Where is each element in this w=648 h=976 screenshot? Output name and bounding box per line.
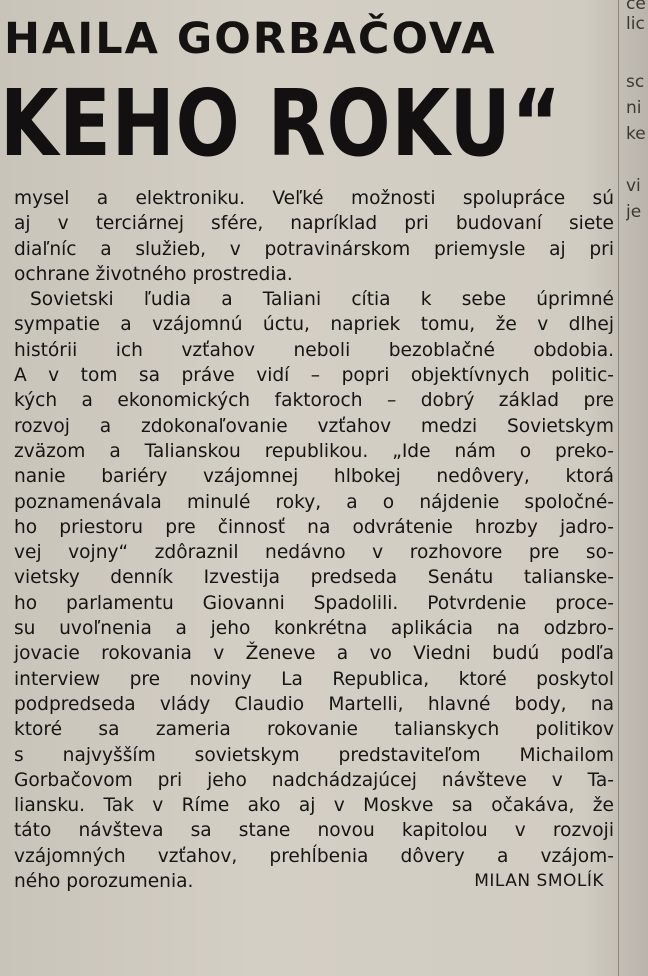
article-line: táto návšteva sa stane novou kapitolou v rozvoji	[14, 820, 614, 842]
article-line: ktoré sa zameria rokovanie talianskych politikov	[14, 719, 614, 741]
article-line: vietsky denník Izvestija predseda Senátu talianske-	[14, 567, 614, 589]
fragment-text: lic	[626, 14, 645, 34]
article-line: Gorbačovom pri jeho nadchádzajúcej návšteve v Ta-	[14, 769, 614, 791]
article-line: rozvoj a zdokonaľovanie vzťahov medzi Sovietskym	[14, 415, 614, 437]
author-signature: MILAN SMOLÍK	[474, 871, 604, 892]
article-line: vzájomných vzťahov, prehĺbenia dôvery a vzájom-	[14, 845, 614, 867]
article-line: su uvoľnenia a jeho konkrétna aplikácia na odzbro-	[14, 618, 614, 640]
fragment-text: sc	[626, 72, 645, 92]
headline-top-line: HAILA GORBAČOVA	[4, 14, 497, 64]
article-line: liansku. Tak v Ríme ako aj v Moskve sa očakáva, že	[14, 795, 614, 817]
article-line: nanie bariéry vzájomnej hlbokej nedôvery, ktorá	[14, 466, 614, 488]
article-closing-row	[14, 869, 614, 894]
article-line: ho parlamentu Giovanni Spadolili. Potvrdenie proce-	[14, 592, 614, 614]
article-line: interview pre noviny La Republica, ktoré poskytol	[14, 668, 614, 690]
article-line: histórii ich vzťahov neboli bezoblačné obdobia.	[14, 339, 614, 361]
article-line: jovacie rokovania v Ženeve a vo Viedni budú podľa	[14, 643, 614, 665]
article-line: sympatie a vzájomnú úctu, napriek tomu, že v dlhej	[14, 314, 614, 336]
article-line: diaľníc a služieb, v potravinárskom priemysle aj pri	[14, 238, 614, 260]
article-line: aj v terciárnej sfére, napríklad pri budovaní siete	[14, 213, 614, 235]
article-line: Sovietski ľudia a Taliani cítia k sebe úprimné	[30, 289, 614, 311]
column-divider	[618, 0, 619, 976]
article-line: zväzom a Talianskou republikou. „Ide nám o preko-	[14, 440, 614, 462]
article-line: A v tom sa práve vidí – popri objektívnych politic-	[14, 365, 614, 387]
article-line: s najvyšším sovietskym predstaviteľom Michailom	[14, 744, 614, 766]
article-line: mysel a elektroniku. Veľké možnosti spolupráce sú	[14, 188, 614, 209]
adjacent-column-fragment	[626, 0, 648, 976]
article-line: ochrane životného prostredia.	[14, 263, 293, 285]
fragment-text: ce	[626, 0, 646, 14]
fragment-text: vi	[626, 176, 641, 196]
article-line: kých a ekonomických faktoroch – dobrý základ pre	[14, 390, 614, 412]
fragment-text: ke	[626, 124, 646, 144]
article-final-line: ného porozumenia.	[14, 871, 194, 893]
article-body	[14, 186, 614, 894]
headline-main-line: KEHO ROKU“	[0, 70, 562, 177]
article-line: poznamenávala minulé roky, a o nájdenie spoločné-	[14, 491, 614, 513]
fragment-text: je	[626, 202, 642, 222]
fragment-text: ni	[626, 98, 642, 118]
article-line: vej vojny“ zdôraznil nedávno v rozhovore pre so-	[14, 542, 614, 564]
article-line: podpredseda vlády Claudio Martelli, hlavné body, na	[14, 693, 614, 715]
article-line: ho priestoru pre činnosť na odvrátenie hrozby jadro-	[14, 516, 614, 538]
